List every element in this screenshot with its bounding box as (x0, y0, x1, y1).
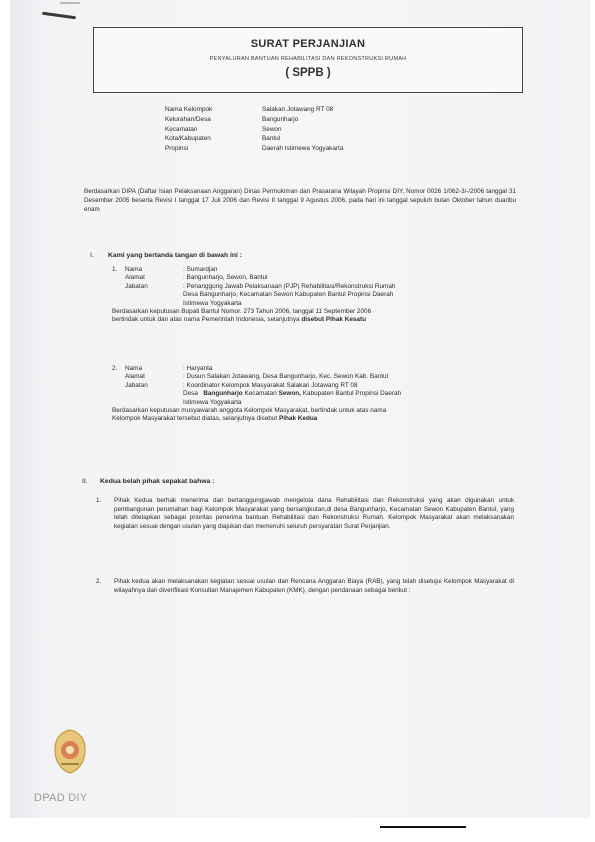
info-row: Kelurahan/Desa Bangunharjo (165, 115, 299, 123)
intro-paragraph: Berdasarkan DIPA (Daftar Isian Pelaksanaan Anggaran) Dinas Permukiman dan Prasarana Wilayah Propinsi DIY, Nomor 0026 1/062-3/-/2006 tanggal 31 Desember 2005 beserta Revisi I tanggal 17 Juli 2006 dan Revisi II tanggal 9 Agustus 2006, pada hari ini tanggal sepuluh bulan Oktober tahun duaribu enam (84, 188, 516, 214)
title-box (93, 27, 523, 93)
section-heading-1: I. Kami yang bertanda tangan di bawah ini : (90, 252, 243, 259)
agreement-item: 2. Pihak kedua akan melaksanakan kegiatan sesuai usulan dan Rencana Anggaran Biaya (RAB), yang telah disetujui Kelompok Masyarakat di wilayahnya dan diverifikasi Konsultan Manajemen Kabupaten (KMK), dengan pendanaan sebagai berikut : (96, 578, 514, 594)
document-subtitle: PENYALURAN BANTUAN REHABILITASI DAN REKONSTRUKSI RUMAH (209, 56, 407, 62)
bottom-rule (380, 826, 466, 828)
info-row: Kecamatan Sewon (165, 125, 282, 133)
document-title: SURAT PERJANJIAN (250, 38, 366, 50)
group-info (165, 105, 343, 154)
seal-emblem-icon (52, 728, 88, 774)
watermark: DPAD DIY (34, 792, 88, 804)
info-row: Propinsi Daerah Istimewa Yogyakarta (165, 145, 344, 153)
party-2: 2. Nama : Haryanta Alamat : Dusun Salakan Jotawang, Desa Bangunharjo, Kec. Sewon Kab. Bantul Jabatan : Koordinator Kelompok Masyarakat Salakan Jotawang RT 08 Desa Bangunharjo Kecamatan Sewon, Kabupaten Bantul Propinsi Daerah Istimewa Yogyakarta Berdasarkan keputusan musyawarah anggota Kelompok Masyarakat, bertindak untuk atas nama Kelompok Masyarakat tersebut diatas, selanjutnya disebut Pihak Kedua (112, 365, 402, 423)
party-1: 1. Nama : Sumardjan Alamat : Bangunharjo, Sewon, Bantul Jabatan : Penanggung Jawab Pelaksanaan (PJP) Rehabilitasi/Rekonstruksi Rumah Desa Bangunharjo, Kecamatan Sewon Kabupaten Bantul Propinsi Daerah Istimewa Yogyakarta Berdasarkan keputusan Bupati Bantul Nomor. 273 Tahun 2006, tanggal 11 September 2006 bertindak untuk dan atas nama Pemerintah Indonesia, selanjutnya disebut Pihak Kesatu (112, 266, 396, 324)
info-row: Nama Kelompok Salakan Jotawang RT 08 (165, 106, 334, 113)
page-mark (60, 2, 80, 4)
agreement-item: 1. Pihak Kedua berhak menerima dan bertanggungjawab mengelola dana Rehabilitasi dan Rekonstruksi yang akan digunakan untuk pembangunan perumahan bagi Kelompok Masyarakat yang bersangkutan,di desa Bangunharjo, Kecamatan Sewon Kabupaten Bantul, yang telah ditetapkan sebagai prioritas penerima bantuan Rehabilitasi dan Rekonstruksi Rumah. Kelompok Masyarakat akan melaksanakan kegiatan sesuai dengan usulan yang diajukan dan memenuhi seluruh persyaratan Surat Perjanjian. (96, 497, 514, 530)
document-code: ( SPPB ) (285, 67, 331, 79)
section-heading-2: II. Kedua belah pihak sepakat bahwa : (82, 478, 215, 485)
info-row: Kota/Kabupaten Bantul (165, 135, 281, 143)
